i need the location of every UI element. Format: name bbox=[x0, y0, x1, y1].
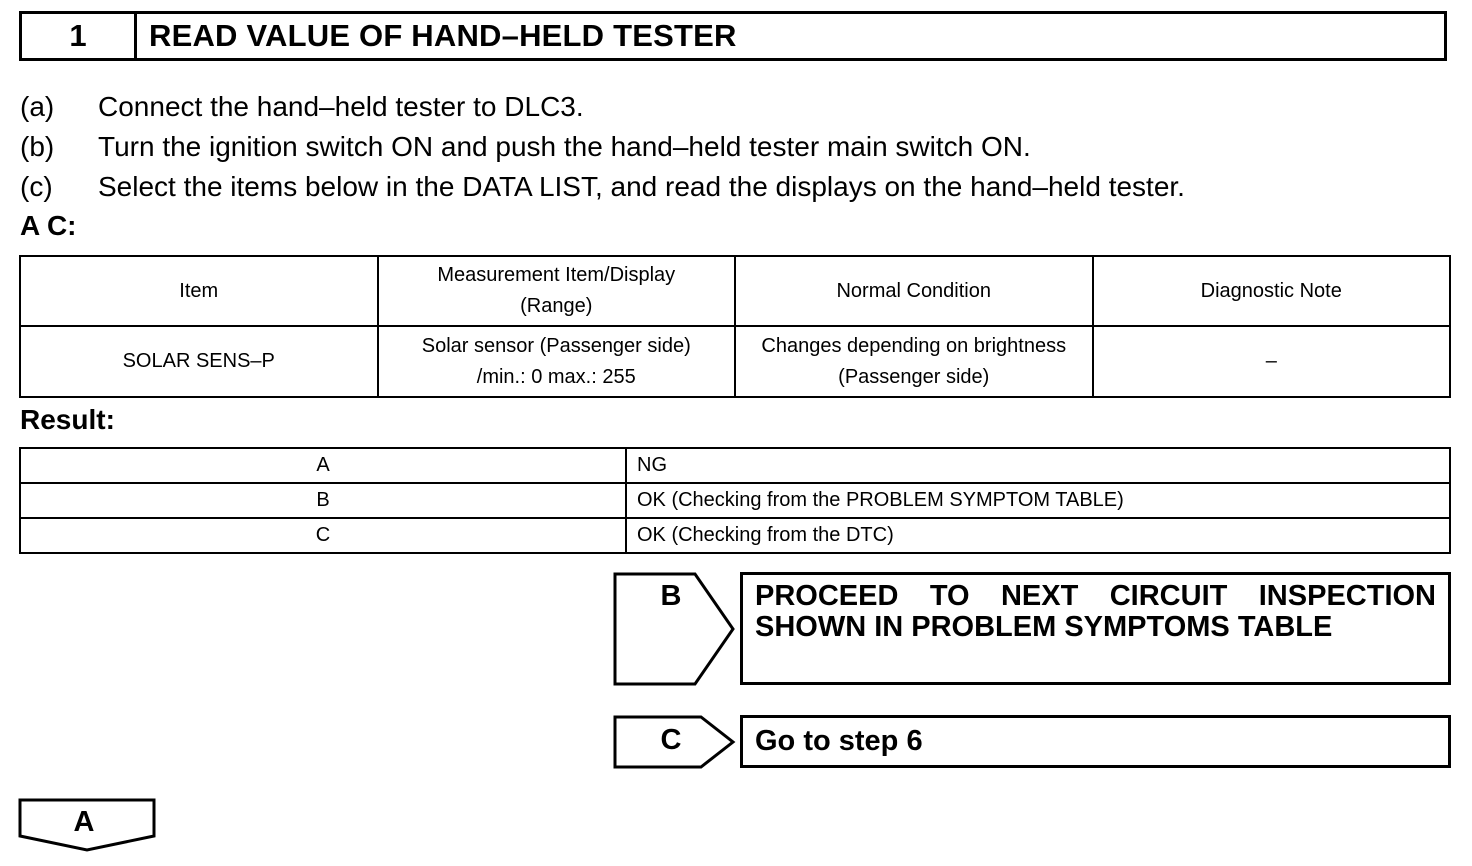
cell-normal-line1: Changes depending on brightness bbox=[761, 334, 1067, 357]
instruction-label: (b) bbox=[20, 131, 55, 162]
branch-a-label: A bbox=[73, 806, 95, 838]
cell-measurement-line2: /min.: 0 max.: 255 bbox=[476, 365, 636, 388]
header-normal-condition: Normal Condition bbox=[735, 256, 1093, 326]
step-title: READ VALUE OF HAND–HELD TESTER bbox=[149, 18, 737, 53]
result-table bbox=[19, 447, 1451, 554]
data-list-table bbox=[19, 255, 1451, 398]
cell-measurement bbox=[378, 326, 736, 397]
result-key: A bbox=[20, 448, 626, 483]
cell-diagnostic-note: – bbox=[1093, 326, 1451, 397]
instruction-a bbox=[20, 87, 584, 127]
header-item: Item bbox=[20, 256, 378, 326]
branch-b-box bbox=[740, 572, 1451, 685]
result-value: OK (Checking from the DTC) bbox=[626, 518, 1450, 553]
instruction-label: (c) bbox=[20, 171, 53, 202]
instruction-text: Select the items below in the DATA LIST, and read the displays on the hand–held tester. bbox=[98, 171, 1185, 202]
branch-b-line1: PROCEED TO NEXT CIRCUIT INSPECTION bbox=[755, 580, 1436, 612]
result-key: B bbox=[20, 483, 626, 518]
data-list-section-label: A C: bbox=[20, 210, 77, 241]
cell-measurement-line1: Solar sensor (Passenger side) bbox=[421, 334, 691, 357]
branch-b-label: B bbox=[660, 580, 682, 612]
result-value: OK (Checking from the PROBLEM SYMPTOM TABLE) bbox=[626, 483, 1450, 518]
branch-c-box bbox=[740, 715, 1451, 768]
header-diagnostic-note: Diagnostic Note bbox=[1093, 256, 1451, 326]
result-value: NG bbox=[626, 448, 1450, 483]
branch-b-line2: SHOWN IN PROBLEM SYMPTOMS TABLE bbox=[755, 611, 1333, 643]
table-row bbox=[20, 326, 1450, 397]
step-header bbox=[19, 11, 1447, 61]
table-header-row bbox=[20, 256, 1450, 326]
header-measurement-line2: (Range) bbox=[520, 295, 593, 317]
cell-item: SOLAR SENS–P bbox=[20, 326, 378, 397]
instruction-text: Connect the hand–held tester to DLC3. bbox=[98, 91, 584, 122]
table-row bbox=[20, 448, 1450, 483]
branch-c-label: C bbox=[660, 724, 682, 756]
step-number: 1 bbox=[22, 14, 137, 58]
instruction-c bbox=[20, 167, 1185, 207]
branch-c-text: Go to step 6 bbox=[755, 725, 923, 757]
instruction-label: (a) bbox=[20, 91, 55, 122]
table-row bbox=[20, 518, 1450, 553]
instruction-b bbox=[20, 127, 1031, 167]
result-key: C bbox=[20, 518, 626, 553]
header-measurement-line1: Measurement Item/Display bbox=[437, 264, 676, 286]
cell-normal-condition bbox=[735, 326, 1093, 397]
table-row bbox=[20, 483, 1450, 518]
instruction-text: Turn the ignition switch ON and push the hand–held tester main switch ON. bbox=[98, 131, 1031, 162]
header-measurement bbox=[378, 256, 736, 326]
cell-normal-line2: (Passenger side) bbox=[838, 365, 990, 388]
result-section-label: Result: bbox=[20, 404, 115, 435]
